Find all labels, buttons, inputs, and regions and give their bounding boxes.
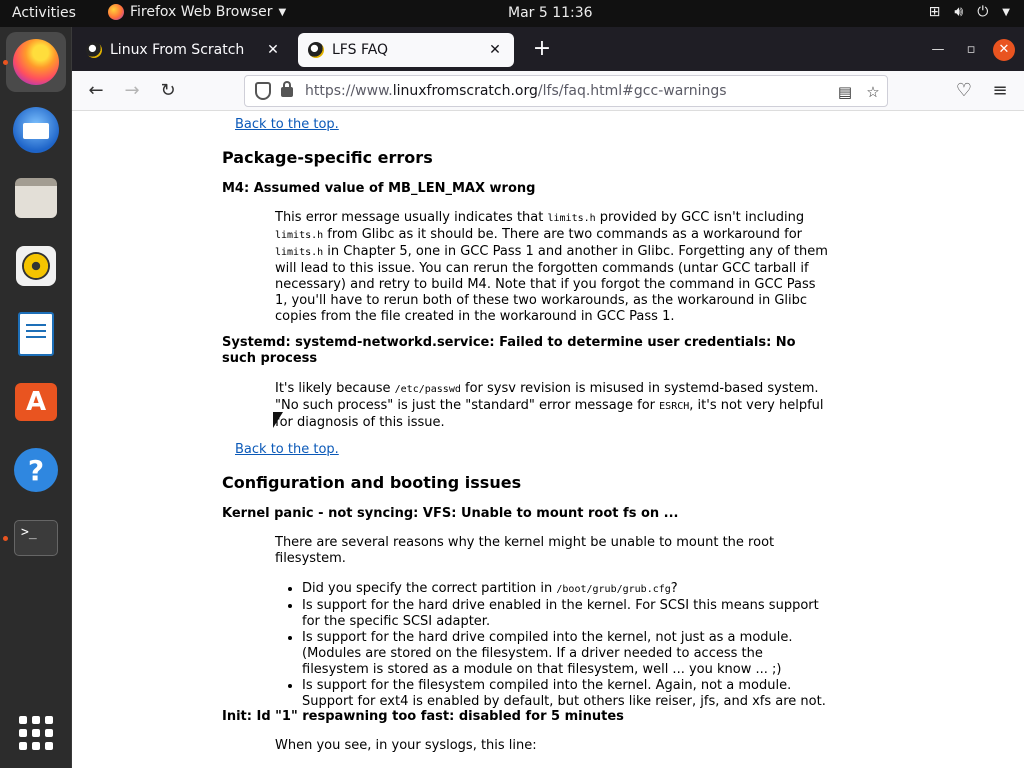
running-indicator: [3, 536, 8, 541]
forward-button[interactable]: →: [124, 80, 140, 101]
system-tray[interactable]: [929, 4, 1010, 20]
faq-question: Kernel panic - not syncing: VFS: Unable to mount root fs on ...: [222, 506, 679, 521]
activities-button[interactable]: Activities: [12, 5, 76, 21]
url-bar[interactable]: [244, 75, 888, 107]
chevron-down-icon: ▼: [1002, 6, 1010, 18]
mouse-cursor-icon: [273, 412, 283, 428]
dock-thunderbird[interactable]: [6, 100, 66, 160]
show-apps-icon: [19, 716, 53, 750]
dock-writer[interactable]: [6, 304, 66, 364]
chevron-down-icon: ▼: [278, 6, 287, 18]
section-heading: Package-specific errors: [222, 148, 433, 167]
volume-icon: 🔊︎: [954, 4, 964, 20]
pocket-icon[interactable]: ♡: [955, 80, 973, 101]
kernel-reasons-list: [286, 581, 826, 710]
maximize-button[interactable]: ▫: [966, 42, 976, 57]
faq-question: Init: Id "1" respawning too fast: disabled for 5 minutes: [222, 709, 624, 724]
lfs-favicon-icon: [86, 42, 102, 58]
tab-title: LFS FAQ: [332, 42, 389, 58]
url-path: /lfs/faq.html#gcc-warnings: [537, 83, 727, 99]
lfs-favicon-icon: [308, 42, 324, 58]
bookmark-star-icon[interactable]: ☆: [866, 83, 880, 101]
tracking-protection-icon[interactable]: [255, 82, 271, 100]
list-item: • Is support for the filesystem compiled into the kernel. Again, not a module. Support for ext4 is enabled by default, but others like reiser, jfs, and xfs are not.: [302, 678, 826, 710]
clock[interactable]: Mar 5 11:36: [508, 5, 593, 21]
running-indicator: [3, 60, 8, 65]
faq-answer: It's likely because /etc/passwd for sysv revision is misused in systemd-based system. "No such process" is just the "standard" error message for ESRCH, it's not very helpful for diagnosis of this issue.: [275, 381, 824, 430]
app-name: Firefox Web Browser: [130, 4, 273, 20]
app-menu[interactable]: [108, 4, 286, 20]
dock-terminal[interactable]: [6, 508, 66, 568]
dock-rhythmbox[interactable]: [6, 236, 66, 296]
network-icon: ⊞: [928, 4, 941, 20]
faq-question: Systemd: systemd-networkd.service: Failed to determine user credentials: No such process: [222, 335, 796, 366]
minimize-button[interactable]: —: [931, 42, 945, 57]
libreoffice-writer-icon: [18, 312, 54, 356]
page-content: [72, 112, 1024, 768]
terminal-icon: >_: [14, 520, 58, 556]
top-bar: [0, 0, 1024, 27]
thunderbird-icon: [13, 107, 59, 153]
dock-help[interactable]: [6, 440, 66, 500]
firefox-icon: [13, 39, 59, 85]
show-apps-button[interactable]: [6, 703, 66, 763]
power-icon: ⏻: [977, 4, 989, 20]
new-tab-button[interactable]: +: [532, 36, 552, 61]
lock-icon[interactable]: [281, 87, 293, 97]
faq-question: M4: Assumed value of MB_LEN_MAX wrong: [222, 181, 536, 196]
faq-answer: This error message usually indicates that limits.h provided by GCC isn't including limits.h from Glibc as it should be. There are two commands as a workaround for limits.h in Chapter 5, one in GCC Pass 1 and another in Glibc. Forgetting any of them will lead to this issue. You can rerun the forgotten commands (untar GCC tarball if necessary) and retry to build M4. Note that if you forgot the command in GCC Pass 1, you'll have to rerun both of these two workarounds, as the workaround in Glibc copies from the file created in the workaround in GCC Pass 1.: [275, 210, 828, 324]
back-to-top-link[interactable]: Back to the top.: [235, 117, 339, 132]
list-item: • Did you specify the correct partition in /boot/grub/grub.cfg?: [302, 581, 826, 598]
browser-window: [72, 27, 1024, 768]
list-item: • Is support for the hard drive compiled into the kernel, not just as a module. (Modules are stored on the filesystem. If a driver needed to access the filesystem is stored as a module on that filesystem, well ... you know ... ;): [302, 630, 826, 678]
url-domain: linuxfromscratch.org: [392, 83, 538, 99]
dock-files[interactable]: [6, 168, 66, 228]
help-icon: ?: [14, 448, 58, 492]
tab-title: Linux From Scratch: [110, 42, 245, 58]
app-store-icon: A: [15, 383, 57, 421]
reload-button[interactable]: ↻: [160, 80, 176, 101]
list-item: • Is support for the hard drive enabled in the kernel. For SCSI this means support for the specific SCSI adapter.: [302, 598, 826, 630]
url-prefix: https://www.: [305, 83, 393, 99]
tab-bar: [72, 27, 1024, 71]
reader-view-icon[interactable]: ▤: [837, 83, 853, 101]
dock: [0, 27, 72, 768]
close-window-button[interactable]: ✕: [993, 39, 1015, 61]
firefox-icon: [108, 4, 124, 20]
tab-lfs-faq[interactable]: [298, 33, 514, 67]
back-button[interactable]: ←: [88, 80, 104, 101]
menu-button[interactable]: ≡: [992, 80, 1008, 101]
rhythmbox-icon: [16, 246, 56, 286]
close-icon[interactable]: ✕: [267, 42, 279, 58]
back-to-top-link[interactable]: Back to the top.: [235, 442, 339, 457]
files-icon: [15, 178, 57, 218]
faq-answer: When you see, in your syslogs, this line:: [275, 738, 537, 753]
faq-answer: There are several reasons why the kernel might be unable to mount the root filesystem.: [275, 535, 775, 566]
close-icon[interactable]: ✕: [489, 42, 501, 58]
nav-toolbar: [72, 71, 1024, 111]
tab-linux-from-scratch[interactable]: [76, 33, 292, 67]
dock-app-store[interactable]: [6, 372, 66, 432]
section-heading: Configuration and booting issues: [222, 473, 522, 492]
dock-firefox[interactable]: [6, 32, 66, 92]
